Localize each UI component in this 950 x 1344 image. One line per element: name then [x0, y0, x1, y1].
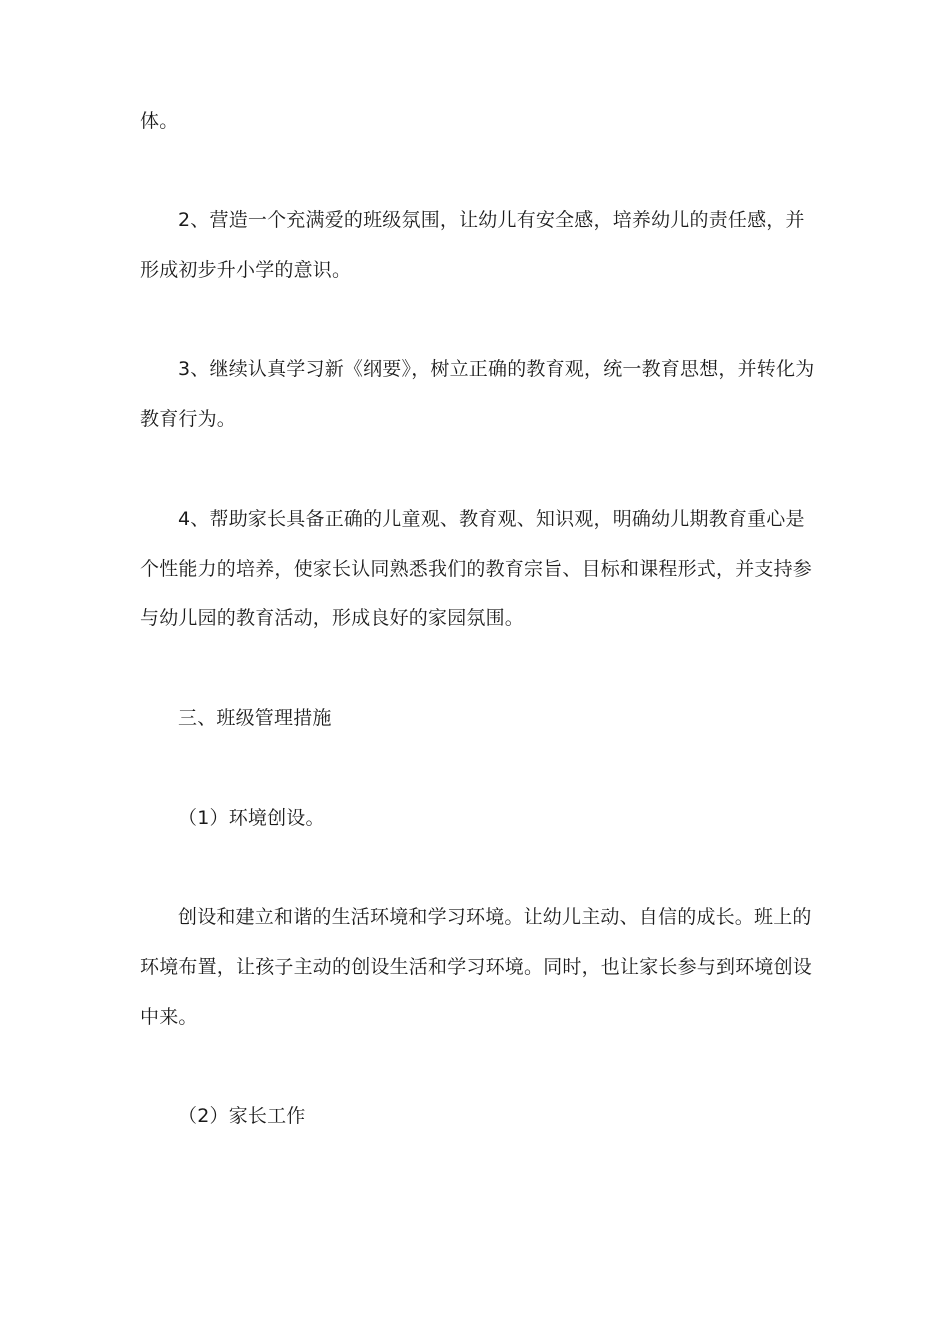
item-3-line-2: 教育行为。 — [140, 408, 237, 430]
subsection-1-heading: （1）环境创设。 — [178, 807, 325, 829]
item-2-line-2: 形成初步升小学的意识。 — [140, 259, 352, 281]
paragraph-fragment-end: 体。 — [140, 110, 179, 132]
subsection-2-heading: （2）家长工作 — [178, 1105, 306, 1127]
item-2-line-1: 2、营造一个充满爱的班级氛围，让幼儿有安全感，培养幼儿的责任感，并 — [178, 209, 805, 231]
item-4-line-3: 与幼儿园的教育活动，形成良好的家园氛围。 — [140, 607, 525, 629]
item-4-line-2: 个性能力的培养，使家长认同熟悉我们的教育宗旨、目标和课程形式，并支持参 — [140, 558, 813, 580]
subsection-1-line-3: 中来。 — [140, 1006, 198, 1028]
subsection-1-line-1: 创设和建立和谐的生活环境和学习环境。让幼儿主动、自信的成长。班上的 — [178, 906, 812, 928]
item-3-line-1: 3、继续认真学习新《纲要》，树立正确的教育观，统一教育思想，并转化为 — [178, 358, 815, 380]
subsection-1-line-2: 环境布置，让孩子主动的创设生活和学习环境。同时，也让家长参与到环境创设 — [140, 956, 813, 978]
item-4-line-1: 4、帮助家长具备正确的儿童观、教育观、知识观，明确幼儿期教育重心是 — [178, 508, 805, 530]
section-3-heading: 三、班级管理措施 — [178, 707, 332, 729]
